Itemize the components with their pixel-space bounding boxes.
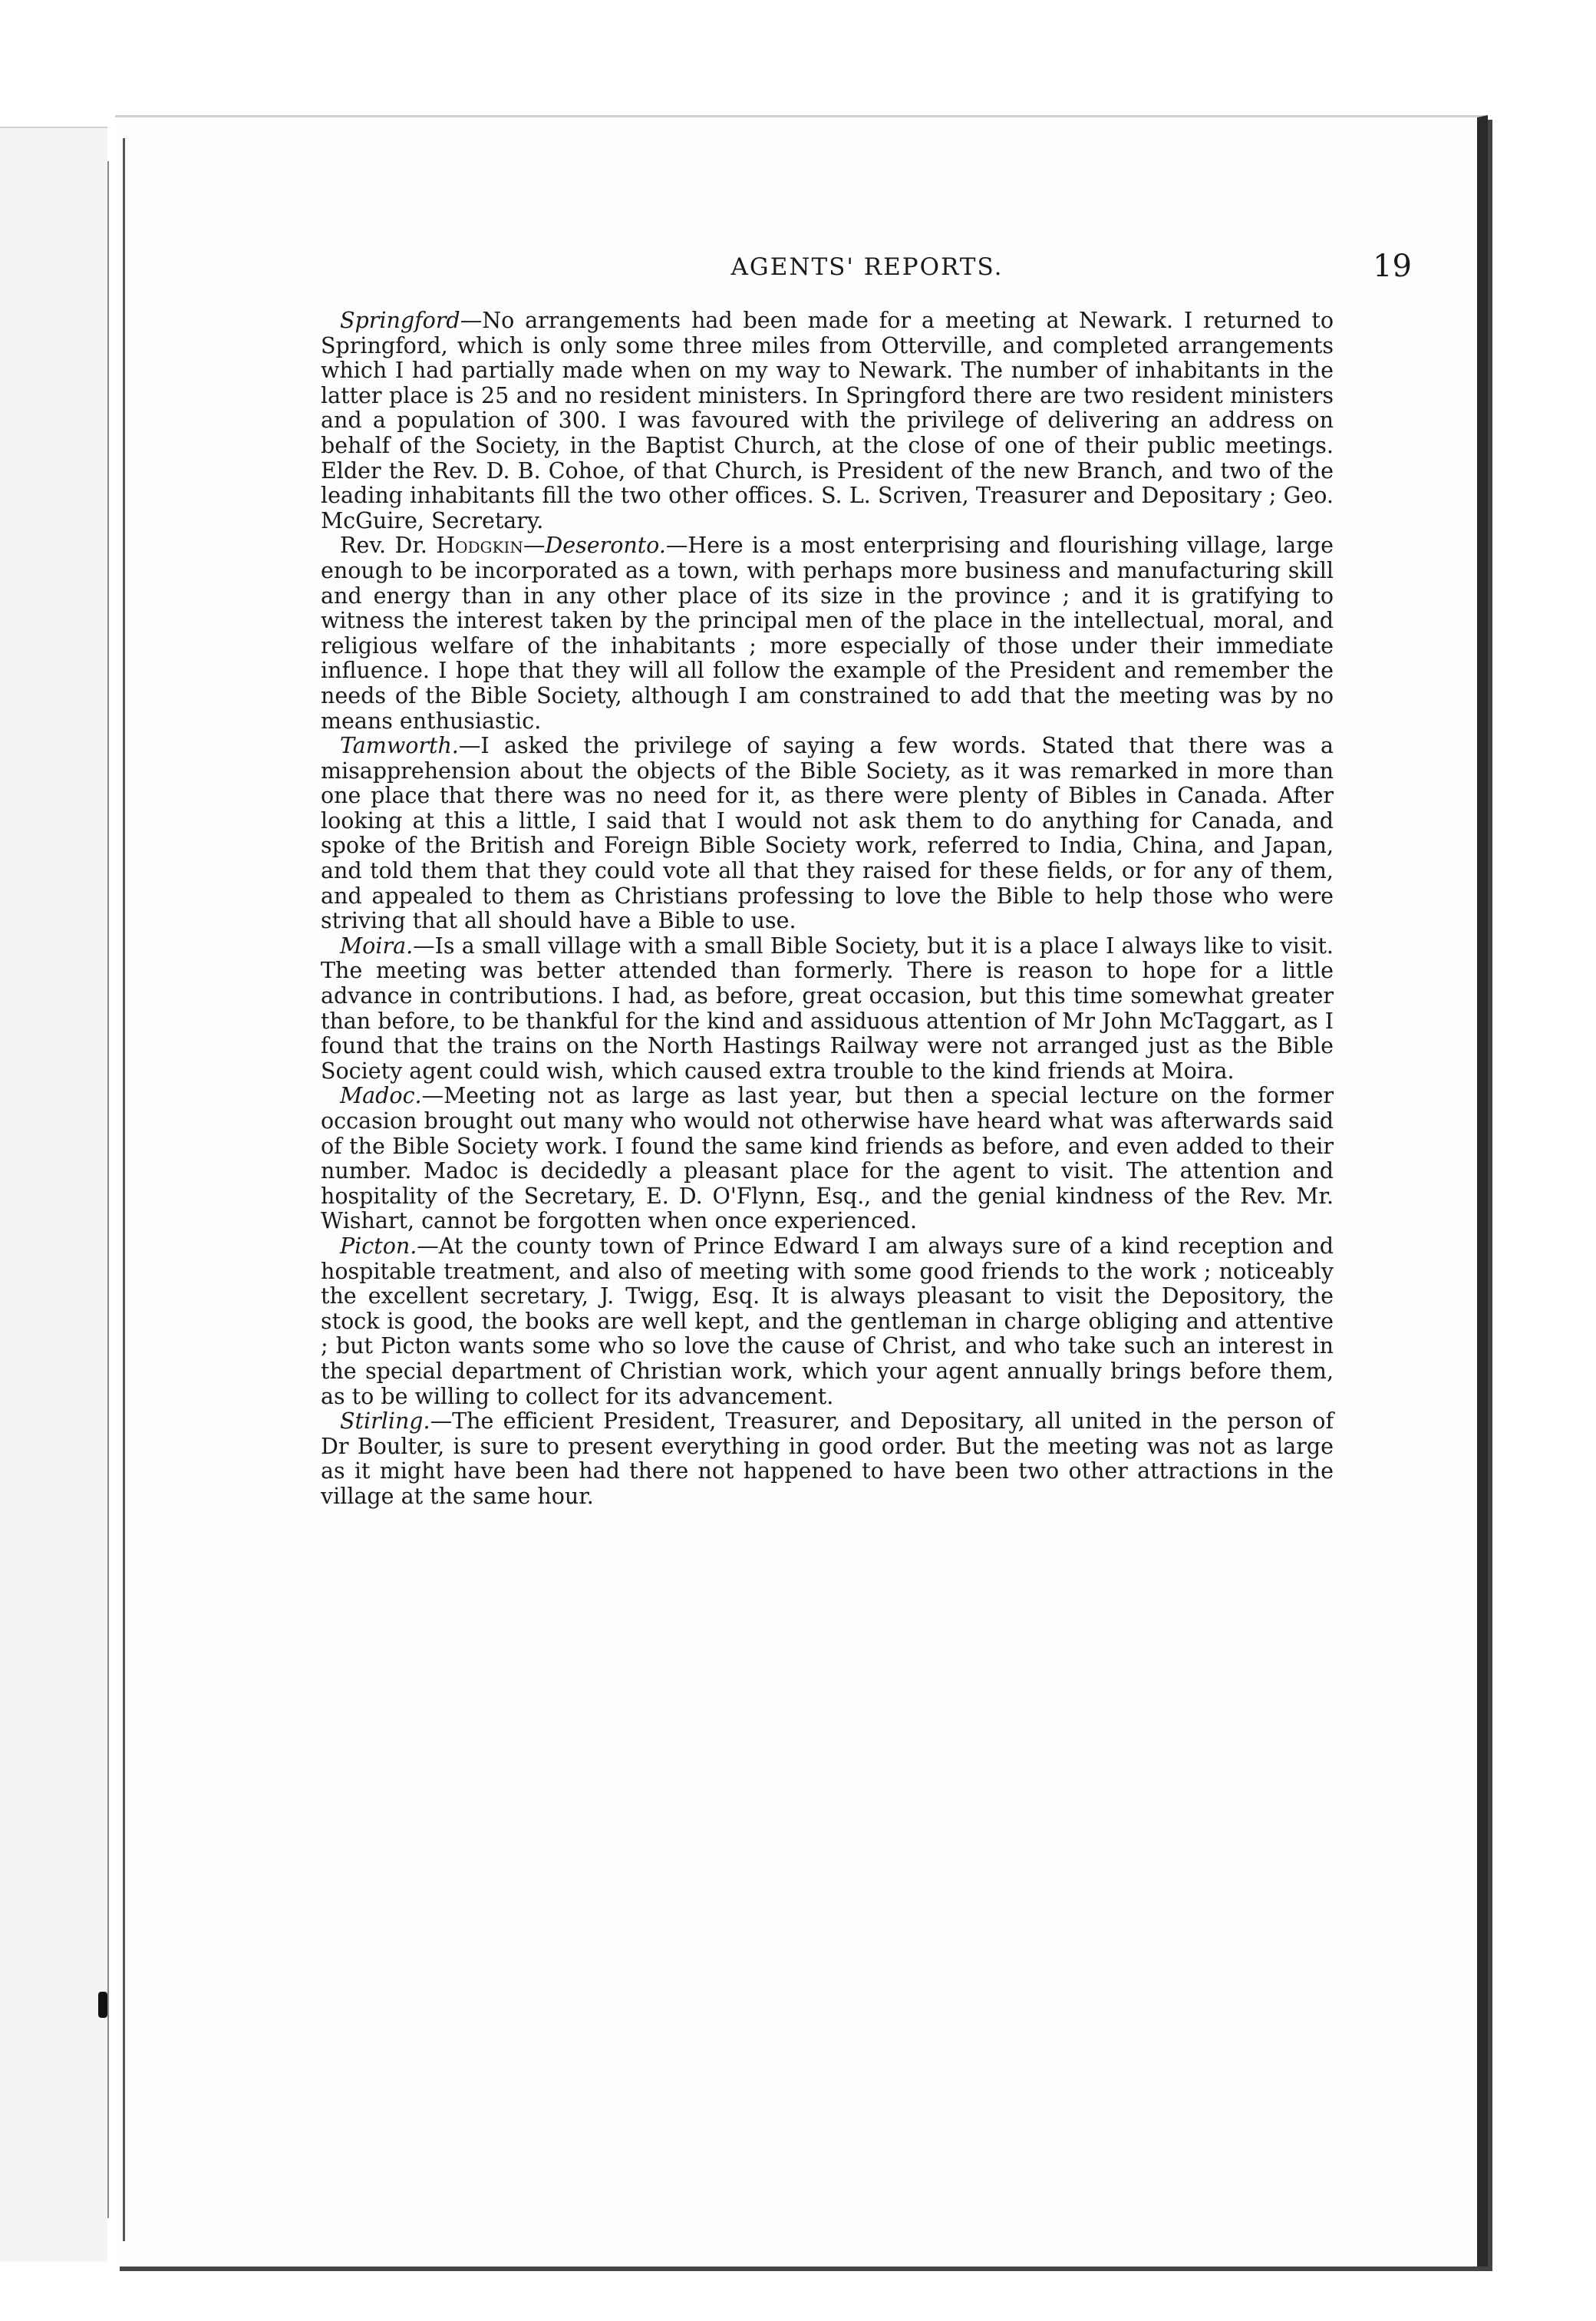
paragraph-picton <box>321 1234 1334 1409</box>
paragraph-text: —No arrangements had been made for a meeting at Newark. I returned to Springford, which is only some three miles from Otterville, and completed arrangements which I had partially made when on my way to Newark. The number of inhabitants in the latter place is 25 and no resident ministers. In Springford there are two resident ministers and a population of 300. I was favoured with the privilege of delivering an address on behalf of the Society, in the Baptist Church, at the close of one of their public meetings. Elder the Rev. D. B. Cohoe, of that Church, is President of the new Branch, and two of the leading inhabitants fill the two other offices. S. L. Scriven, Treasurer and Depositary ; Geo. McGuire, Secretary. <box>321 308 1334 533</box>
place-heading: Stirling. <box>340 1408 430 1435</box>
place-heading: Moira. <box>340 933 414 959</box>
paragraph-text: —The efficient President, Treasurer, and Depositary, all united in the person of Dr Boulter, is sure to present everything in good order. But the meeting was not as large as it might have been had there not happened to have been two other attractions in the village at the same hour. <box>321 1408 1334 1509</box>
paragraph-text: —Here is a most enterprising and flourishing village, large enough to be incorporated as a town, with perhaps more business and manufacturing skill and energy than in any other place of its size in the province ; and it is gratifying to witness the interest taken by the principal men of the place in the intellectual, moral, and religious welfare of the inhabitants ; more especially of those under their immediate influence. I hope that they will all follow the example of the President and remember the needs of the Bible Society, although I am constrained to add that the meeting was by no means enthusiastic. <box>321 533 1334 734</box>
paragraph-deseronto <box>321 533 1334 734</box>
place-heading: Madoc. <box>340 1083 422 1109</box>
page-number: 19 <box>1373 249 1412 284</box>
paragraph-stirling <box>321 1409 1334 1509</box>
title-prefix: Rev. Dr. <box>340 533 437 559</box>
paragraph-moira <box>321 934 1334 1085</box>
author-name: Hodgkin <box>436 533 523 559</box>
author-dash: — <box>523 533 546 559</box>
place-heading: Picton. <box>340 1233 417 1259</box>
report-body <box>321 309 1334 2035</box>
paragraph-tamworth <box>321 734 1334 934</box>
running-head-title: AGENTS' REPORTS. <box>730 253 1004 281</box>
binding-clip-mark <box>98 1992 107 2018</box>
place-heading: Tamworth. <box>340 733 459 759</box>
paragraph-madoc <box>321 1084 1334 1234</box>
paragraph-text: —Is a small village with a small Bible Society, but it is a place I always like to visit. The meeting was better attended than formerly. There is reason to hope for a little advance in contributions. I had, as before, great occasion, but this time somewhat greater than before, to be thankful for the kind and assiduous attention of Mr John McTaggart, as I found that the trains on the North Hastings Railway were not arranged just as the Bible Society agent could wish, which caused extra trouble to the kind friends at Moira. <box>321 933 1334 1084</box>
running-head <box>322 249 1412 292</box>
binding-gutter-line <box>107 161 109 2218</box>
place-heading: Springford <box>340 308 460 333</box>
paragraph-text: —Meeting not as large as last year, but then a special lecture on the former occasion brought out many who would not otherwise have heard what was afterwards said of the Bible Society work. I found the same kind friends as before, and even added to their number. Madoc is decidedly a pleasant place for the agent to visit. The attention and hospitality of the Secretary, E. D. O'Flynn, Esq., and the genial kindness of the Rev. Mr. Wishart, cannot be forgotten when once experienced. <box>321 1083 1334 1234</box>
paragraph-text: —At the county town of Prince Edward I am always sure of a kind reception and hospitable treatment, and also of meeting with some good friends to the work ; noticeably the excellent secretary, J. Twigg, Esq. It is always pleasant to visit the Depository, the stock is good, the books are well kept, and the gentleman in charge obliging and attentive ; but Picton wants some who so love the cause of Christ, and who take such an interest in the special department of Christian work, which your agent annually brings before them, as to be willing to collect for its advancement. <box>321 1233 1334 1409</box>
facing-page-edge <box>0 127 107 2262</box>
paragraph-text: —I asked the privilege of saying a few words. Stated that there was a misapprehension about the objects of the Bible Society, as it was remarked in more than one place that there was no need for it, as there were plenty of Bibles in Canada. After looking at this a little, I said that I would not ask them to do anything for Canada, and spoke of the British and Foreign Bible Society work, referred to India, China, and Japan, and told them that they could vote all that they raised for these fields, or for any of them, and appealed to them as Christians professing to love the Bible to help those who were striving that all should have a Bible to use. <box>321 733 1334 934</box>
paragraph-springford <box>321 309 1334 533</box>
binding-gutter-line <box>123 138 125 2241</box>
place-heading: Deseronto. <box>545 533 666 559</box>
